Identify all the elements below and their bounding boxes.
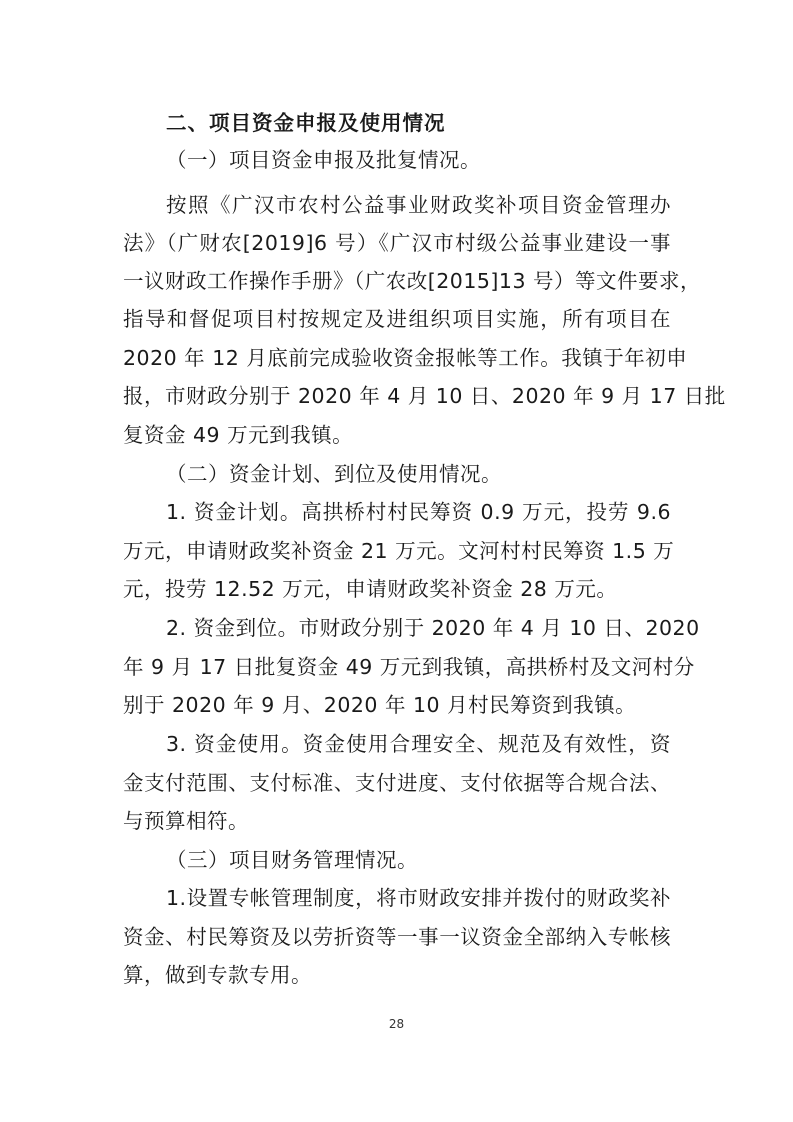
section-heading: 二、项目资金申报及使用情况 bbox=[166, 111, 446, 135]
paragraph-3-line-2: 年 9 月 17 日批复资金 49 万元到我镇，高拱桥村及文河村分 bbox=[123, 655, 695, 679]
paragraph-3-line-3: 别于 2020 年 9 月、2020 年 10 月村民筹资到我镇。 bbox=[123, 693, 637, 717]
paragraph-4-line-2: 金支付范围、支付标准、支付进度、支付依据等合规合法、 bbox=[123, 771, 671, 795]
sub-heading-2: （二）资金计划、到位及使用情况。 bbox=[166, 462, 502, 486]
paragraph-4-line-3: 与预算相符。 bbox=[123, 809, 249, 833]
paragraph-2-line-3: 元，投劳 12.52 万元，申请财政奖补资金 28 万元。 bbox=[123, 577, 618, 601]
paragraph-2-line-1: 1. 资金计划。高拱桥村村民筹资 0.9 万元，投劳 9.6 bbox=[166, 500, 671, 524]
paragraph-3-line-1: 2. 资金到位。市财政分别于 2020 年 4 月 10 日、2020 bbox=[166, 616, 700, 640]
sub-heading-3: （三）项目财务管理情况。 bbox=[166, 848, 418, 872]
sub-heading-1: （一）项目资金申报及批复情况。 bbox=[166, 148, 481, 172]
paragraph-1-line-6: 报，市财政分别于 2020 年 4 月 10 日、2020 年 9 月 17 日批 bbox=[123, 384, 726, 408]
paragraph-1-line-5: 2020 年 12 月底前完成验收资金报帐等工作。我镇于年初申 bbox=[123, 346, 688, 370]
paragraph-5-line-2: 资金、村民筹资及以劳折资等一事一议资金全部纳入专帐核 bbox=[123, 925, 671, 949]
paragraph-4-line-1: 3. 资金使用。资金使用合理安全、规范及有效性，资 bbox=[166, 732, 671, 756]
paragraph-5-line-1: 1.设置专帐管理制度，将市财政安排并拨付的财政奖补 bbox=[166, 886, 671, 910]
paragraph-1-line-4: 指导和督促项目村按规定及进组织项目实施，所有项目在 bbox=[123, 307, 671, 331]
paragraph-1-line-2: 法》（广财农[2019]6 号）《广汉市村级公益事业建设一事 bbox=[123, 231, 671, 255]
paragraph-1-line-7: 复资金 49 万元到我镇。 bbox=[123, 423, 354, 447]
paragraph-1-line-1: 按照《广汉市农村公益事业财政奖补项目资金管理办 bbox=[166, 193, 671, 217]
paragraph-1-line-3: 一议财政工作操作手册》（广农改[2015]13 号）等文件要求， bbox=[123, 269, 702, 293]
page-number: 28 bbox=[388, 1017, 405, 1031]
paragraph-2-line-2: 万元，申请财政奖补资金 21 万元。文河村村民筹资 1.5 万 bbox=[123, 539, 675, 563]
paragraph-5-line-3: 算，做到专款专用。 bbox=[123, 963, 312, 987]
